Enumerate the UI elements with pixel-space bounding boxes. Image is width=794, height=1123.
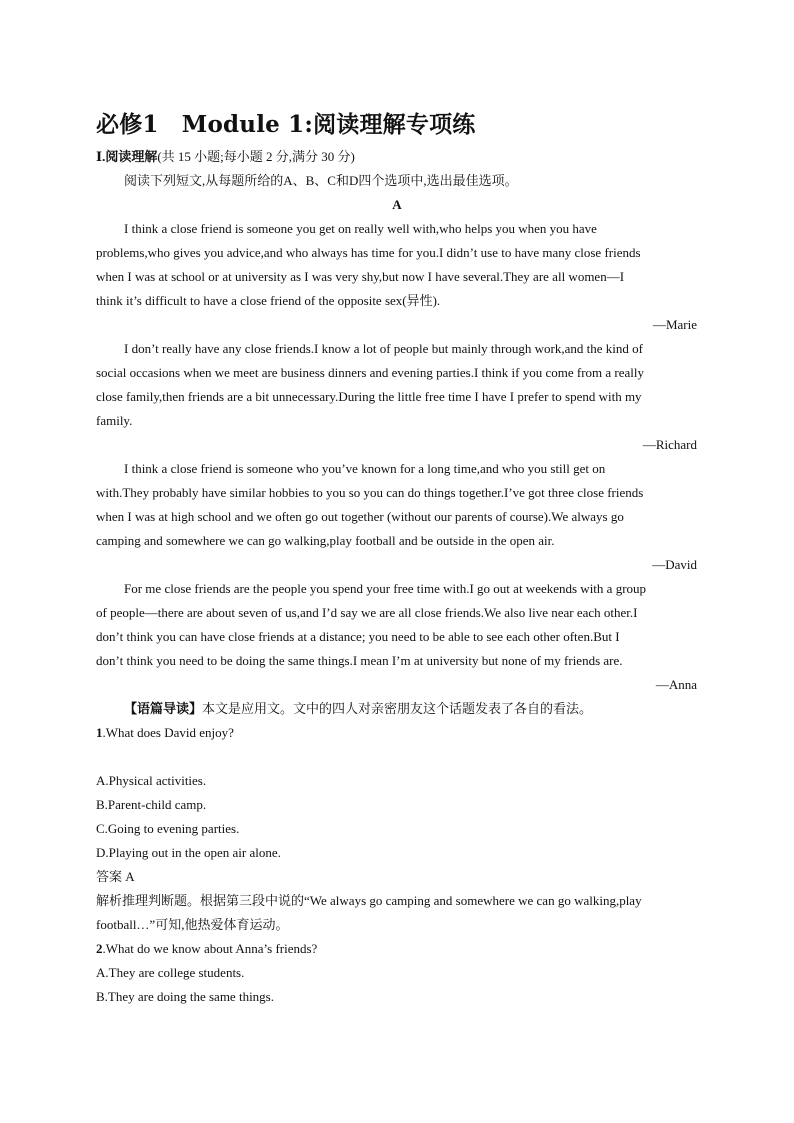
analysis-label: 解析 [96,893,123,908]
author-david: —David [652,557,697,572]
reading-guide-text: 本文是应用文。文中的四人对亲密朋友这个话题发表了各自的看法。 [202,701,593,716]
question-text: .What does David enjoy? [102,725,234,740]
passage-line: with.They probably have similar hobbies to you so you can do things together.I’ve got three close friends [96,485,644,500]
passage-line: when I was at high school and we often go out together (without our parents of course).We always go [96,509,624,524]
option-b: B.Parent-child camp. [96,797,207,812]
reading-guide [124,700,592,718]
analysis-line: football…”可知,他热爱体育运动。 [96,917,289,932]
passage-line: family. [96,413,133,428]
passage-line: don’t think you need to be doing the same things.I mean I’m at university but none of my friends are. [96,653,623,668]
section-instruction: 阅读下列短文,从每题所给的A、B、C和D四个选项中,选出最佳选项。 [124,173,518,188]
question-number: 2 [96,941,103,956]
passage-line: social occasions when we meet are business dinners and evening parties.I think if you come from a really [96,365,644,380]
reading-guide-label: 【语篇导读】 [124,701,203,716]
option-d: D.Playing out in the open air alone. [96,845,281,860]
passage-label: A [392,197,402,212]
passage-line: don’t think you can have close friends at a distance; you need to be able to see each other often.But I [96,629,620,644]
answer-label: 答案 [96,869,123,884]
page-title: 必修1 Module 1:阅读理解专项练 [96,111,476,138]
passage-line: when I was at school or at university as I was very shy,but now I have several.They are all women—I [96,269,625,284]
author-marie: —Marie [652,317,697,332]
option-a: A.They are college students. [96,965,245,980]
author-richard: —Richard [642,437,697,452]
question-2-stem [96,940,317,958]
option-b: B.They are doing the same things. [96,989,274,1004]
question-1-stem [96,724,234,742]
section-heading-label: Ⅰ.阅读理解 [96,149,158,164]
answer-line [96,868,135,886]
passage-line: I think a close friend is someone you get on really well with,who helps you when you have [124,221,597,236]
section-heading [96,148,355,166]
passage-line: close family,then friends are a bit unnecessary.During the little free time I have I prefer to spend with my [96,389,642,404]
option-c: C.Going to evening parties. [96,821,240,836]
passage-line: I think a close friend is someone who you’ve known for a long time,and who you still get on [124,461,606,476]
answer-value: A [125,869,135,884]
option-a: A.Physical activities. [96,773,207,788]
section-heading-note: (共 15 小题;每小题 2 分,满分 30 分) [157,149,355,164]
author-anna: —Anna [655,677,697,692]
question-number: 1 [96,725,103,740]
passage-line: camping and somewhere we can go walking,play football and be outside in the open air. [96,533,555,548]
passage-line: For me close friends are the people you spend your free time with.I go out at weekends with a group [124,581,647,596]
question-text: .What do we know about Anna’s friends? [102,941,318,956]
passage-line: of people—there are about seven of us,and I’d say we are all close friends.We also live near each other.I [96,605,638,620]
passage-line: I don’t really have any close friends.I know a lot of people but mainly through work,and the kind of [124,341,643,356]
analysis-line [96,892,642,910]
analysis-text: 推理判断题。根据第三段中说的“We always go camping and somewhere we can go walking,play [122,893,642,908]
passage-line: think it’s difficult to have a close friend of the opposite sex(异性). [96,293,441,308]
passage-line: problems,who gives you advice,and who always has time for you.I didn’t use to have many close friends [96,245,641,260]
